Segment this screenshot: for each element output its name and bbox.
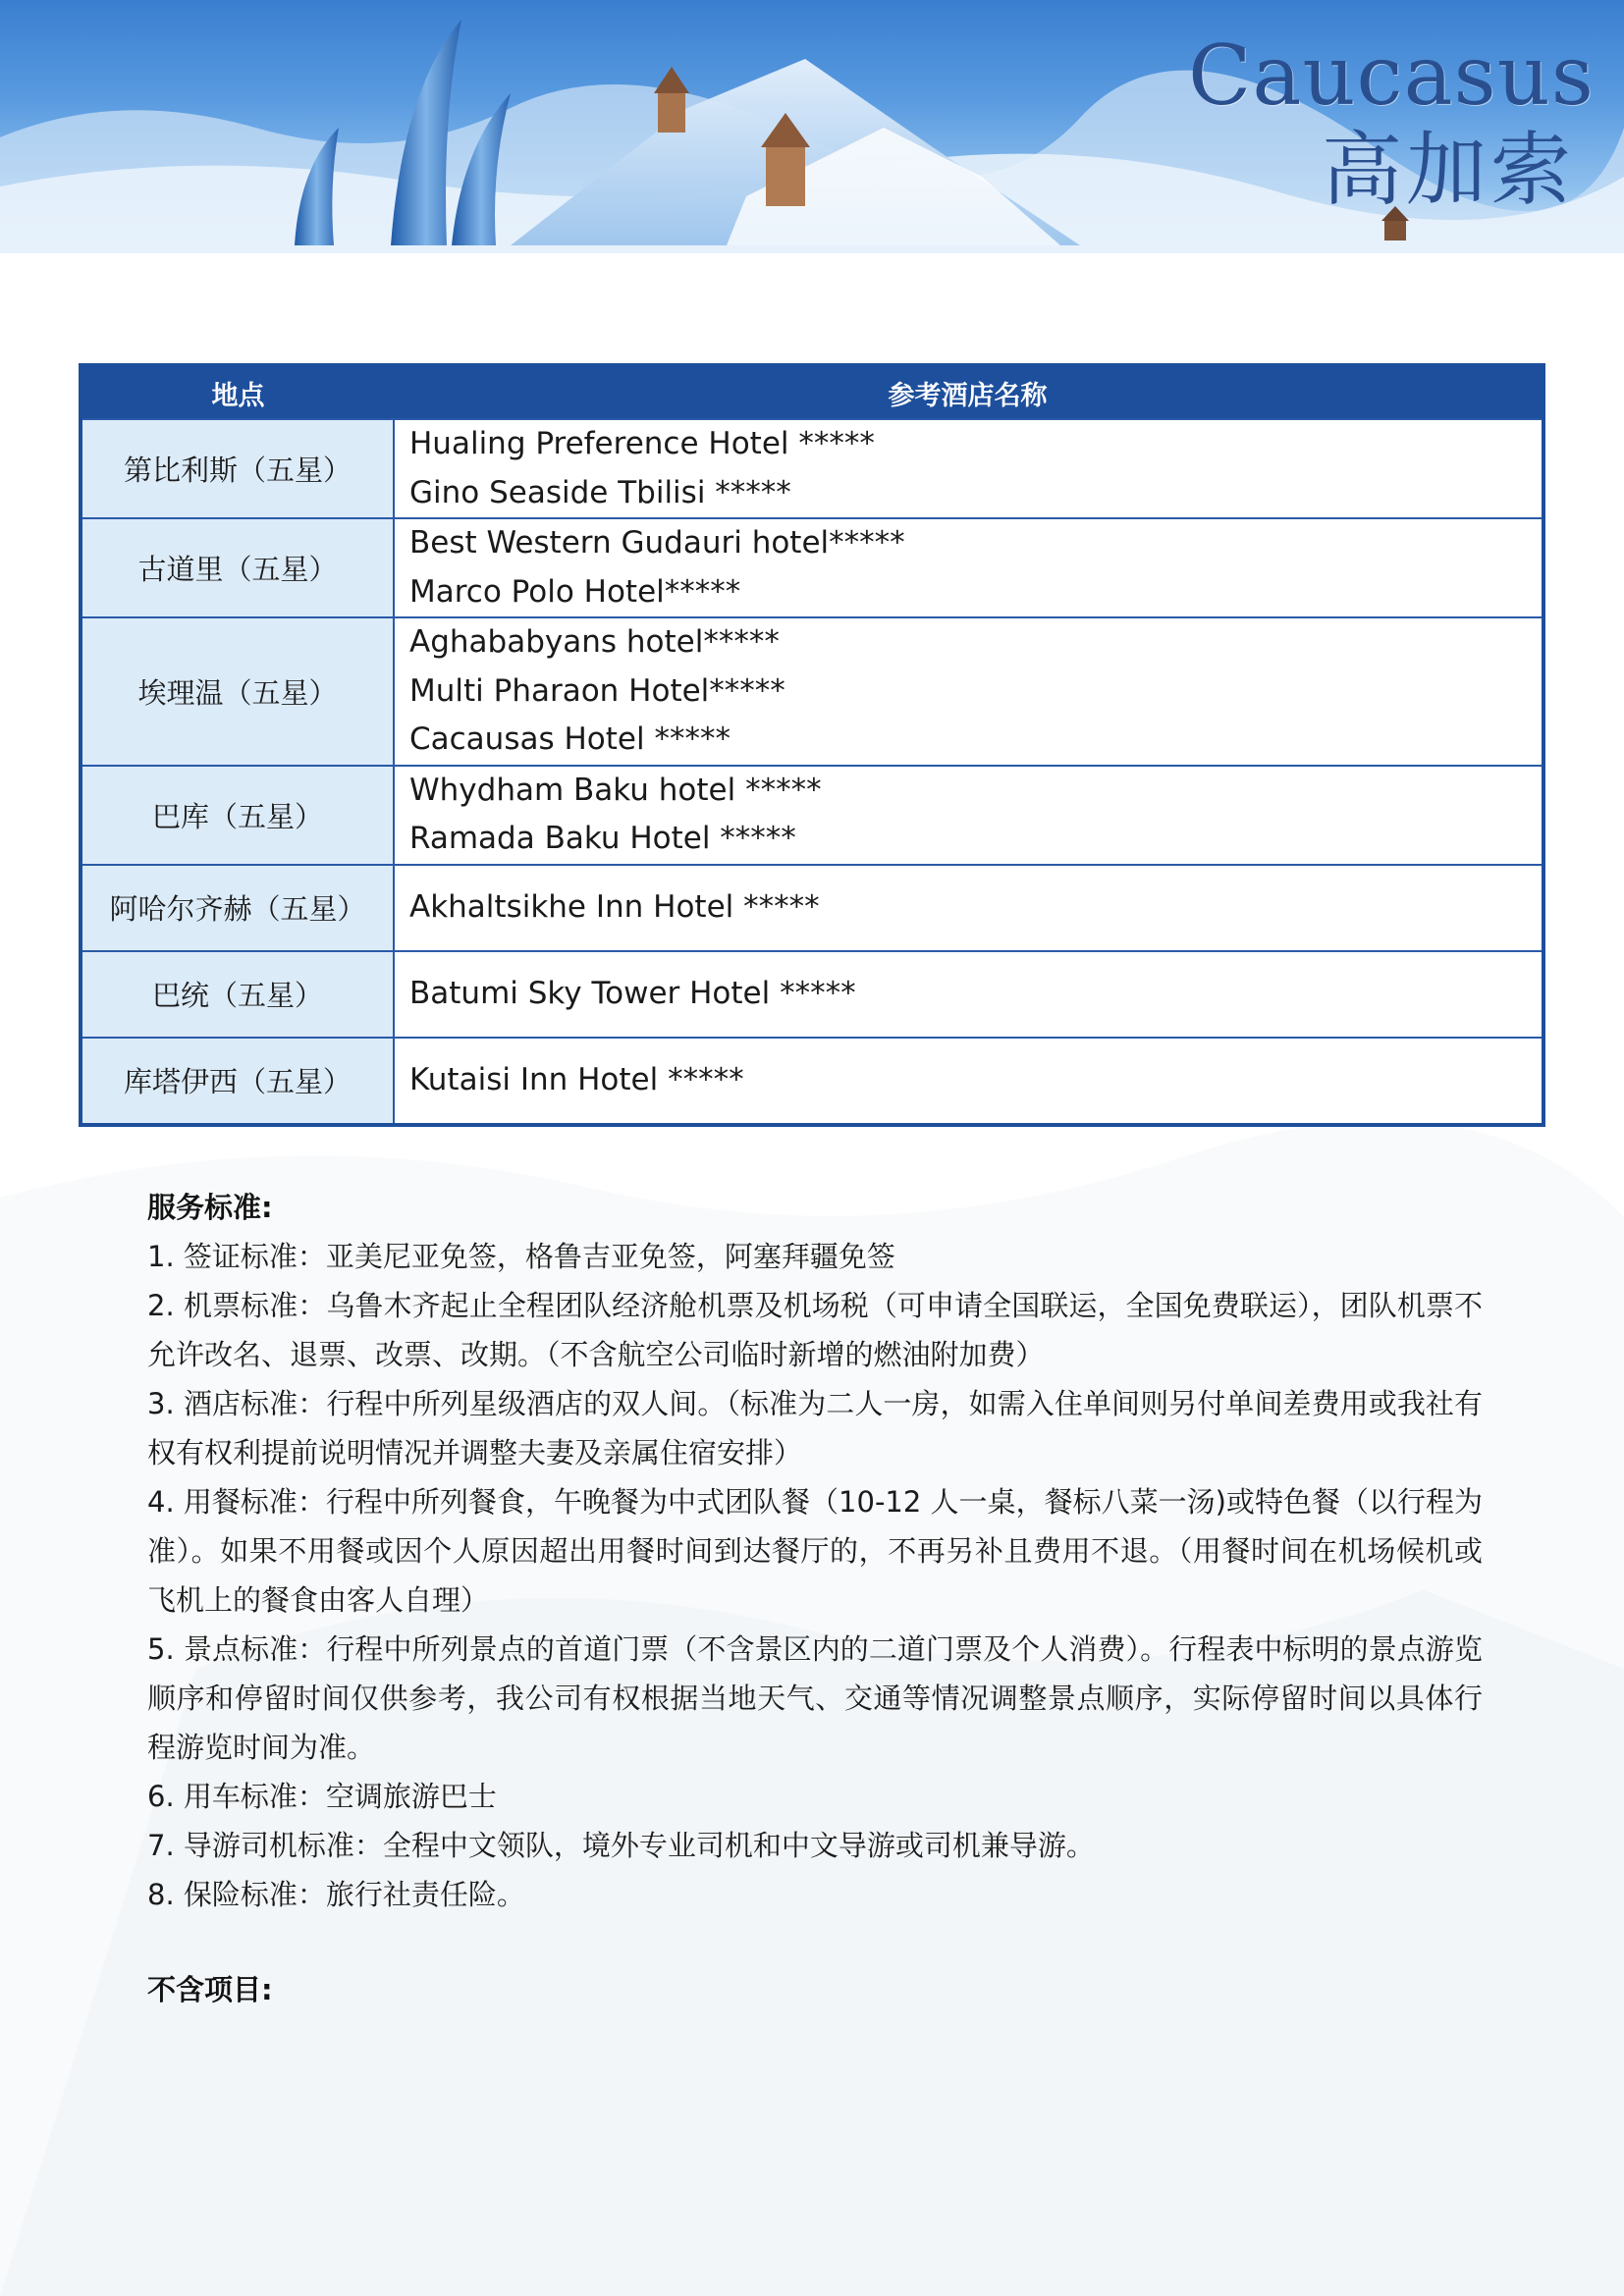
hotel-cell (394, 617, 1543, 766)
hotel-cell (394, 766, 1543, 865)
hotel-cell (394, 951, 1543, 1038)
column-header-hotel: 参考酒店名称 (394, 365, 1543, 419)
hotel-name: Cacausas Hotel ***** (409, 721, 731, 757)
hotel-table (79, 363, 1545, 1127)
service-title: 服务标准: (147, 1191, 273, 1224)
hotel-name: Kutaisi Inn Hotel ***** (409, 1061, 744, 1097)
location-cell: 古道里（五星） (81, 518, 394, 617)
service-item-hotel: 3. 酒店标准：行程中所列星级酒店的双人间。（标准为二人一房，如需入住单间则另付单间差费用或我社有权有权利提前说明情况并调整夫妻及亲属住宿安排） (147, 1387, 1483, 1469)
service-item-visa: 1. 签证标准：亚美尼亚免签，格鲁吉亚免签，阿塞拜疆免签 (147, 1240, 895, 1273)
column-header-location: 地点 (81, 365, 394, 419)
exclusions-title: 不含项目: (147, 1973, 273, 2006)
hotel-name: Batumi Sky Tower Hotel ***** (409, 975, 856, 1011)
table-row (81, 766, 1543, 865)
location-cell: 巴统（五星） (81, 951, 394, 1038)
header-banner (0, 0, 1624, 253)
brand-title-en: Caucasus (1188, 27, 1595, 124)
service-item-meal: 4. 用餐标准：行程中所列餐食，午晚餐为中式团队餐（10-12 人一桌，餐标八菜一汤)或特色餐（以行程为准）。如果不用餐或因个人原因超出用餐时间到达餐厅的，不再另补且费用不退。（用餐时间在机场候机或飞机上的餐食由客人自理） (147, 1485, 1483, 1617)
hotel-name: Ramada Baku Hotel ***** (409, 821, 796, 856)
service-item-insurance: 8. 保险标准：旅行社责任险。 (147, 1878, 525, 1911)
brand-title-cn: 高加索 (1321, 124, 1575, 217)
service-item-sights: 5. 景点标准：行程中所列景点的首道门票（不含景区内的二道门票及个人消费）。行程表中标明的景点游览顺序和停留时间仅供参考，我公司有权根据当地天气、交通等情况调整景点顺序，实际停留时间以具体行程游览时间为准。 (147, 1632, 1483, 1764)
hotel-cell (394, 1038, 1543, 1125)
location-cell: 第比利斯（五星） (81, 419, 394, 518)
hotel-cell (394, 865, 1543, 951)
service-section (147, 1183, 1483, 1919)
hotel-cell (394, 518, 1543, 617)
hotel-name: Best Western Gudauri hotel***** (409, 525, 905, 561)
table-row (81, 865, 1543, 951)
service-item-flight: 2. 机票标准：乌鲁木齐起止全程团队经济舱机票及机场税（可申请全国联运，全国免费联运），团队机票不允许改名、退票、改票、改期。（不含航空公司临时新增的燃油附加费） (147, 1289, 1483, 1371)
location-cell: 埃理温（五星） (81, 617, 394, 766)
hotel-name: Multi Pharaon Hotel***** (409, 672, 785, 709)
hotel-name: Whydham Baku hotel ***** (409, 772, 822, 808)
location-cell: 阿哈尔齐赫（五星） (81, 865, 394, 951)
table-row (81, 1038, 1543, 1125)
table-row (81, 419, 1543, 518)
hotel-name: Hualing Preference Hotel ***** (409, 426, 875, 461)
table-header-row (81, 365, 1543, 419)
location-cell: 库塔伊西（五星） (81, 1038, 394, 1125)
table-row (81, 951, 1543, 1038)
service-item-vehicle: 6. 用车标准：空调旅游巴士 (147, 1780, 497, 1813)
table-row (81, 518, 1543, 617)
table-row (81, 617, 1543, 766)
hotel-name: Aghababyans hotel***** (409, 624, 780, 660)
hotel-cell (394, 419, 1543, 518)
hotel-name: Gino Seaside Tbilisi ***** (409, 474, 791, 510)
hotel-name: Akhaltsikhe Inn Hotel ***** (409, 888, 820, 925)
service-item-guide: 7. 导游司机标准：全程中文领队，境外专业司机和中文导游或司机兼导游。 (147, 1829, 1095, 1862)
location-cell: 巴库（五星） (81, 766, 394, 865)
hotel-name: Marco Polo Hotel***** (409, 573, 741, 610)
